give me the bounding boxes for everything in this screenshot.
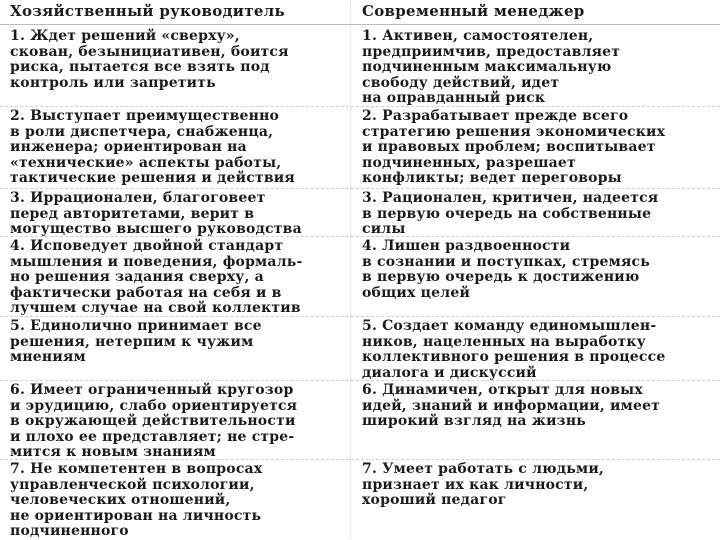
row-2-right: 2. Разрабатывает прежде всего стратегию решения экономических и правовых проблем; воспитывает подчиненных, разрешает конфликты; ведет переговоры [362,108,666,186]
row-5-right: 5. Создает команду единомышлен- ников, нацеленных на выработку коллективного решения в процессе диалога и дискуссий [362,318,666,381]
row-5-left: 5. Единолично принимает все решения, нетерпим к чужим мнениям [10,318,262,365]
header-left: Хозяйственный руководитель [10,2,286,20]
row-3-left: 3. Иррационален, благоговеет перед авторитетами, верит в могущество высшего руководства [10,190,302,237]
row-7-left: 7. Не компетентен в вопросах управленческой психологии, человеческих отношений, не ориентирован на личность подчиненного [10,461,263,539]
row-4-left: 4. Исповедует двойной стандарт мышления и поведения, формаль- но решения задания сверху, а фактически работая на себя и в лучшем случае на свой коллектив [10,238,303,316]
row-rule [0,236,720,237]
row-rule [0,459,720,460]
row-6-right: 6. Динамичен, открыт для новых идей, знаний и информации, имеет широкий взгляд на жизнь [362,382,661,429]
row-rule [0,316,720,317]
row-rule [0,106,720,107]
header-right: Современный менеджер [362,2,585,20]
row-1-right: 1. Активен, самостоятелен, предприимчив, предоставляет подчиненным максимальную свободу действий, идет на оправданный риск [362,28,621,106]
row-4-right: 4. Лишен раздвоенности в сознании и поступках, стремясь в первую очередь к достижению общих целей [362,238,650,301]
row-rule [0,380,720,381]
row-3-right: 3. Рационален, критичен, надеется в первую очередь на собственные силы [362,190,659,237]
row-6-left: 6. Имеет ограниченный кругозор и эрудицию, слабо ориентируется в окружающей действительности и плохо ее представляет; не стре- мится к новым знаниям [10,382,298,460]
header-rule [0,24,720,25]
row-1-left: 1. Ждет решений «сверху», скован, безынициативен, боится риска, пытается все взять под контроль или запретить [10,28,289,91]
row-rule [0,188,720,189]
row-2-left: 2. Выступает преимущественно в роли диспетчера, снабженца, инженера; ориентирован на «технические» аспекты работы, тактические решения и действия [10,108,295,186]
row-7-right: 7. Умеет работать с людьми, признает их как личности, хороший педагог [362,461,604,508]
